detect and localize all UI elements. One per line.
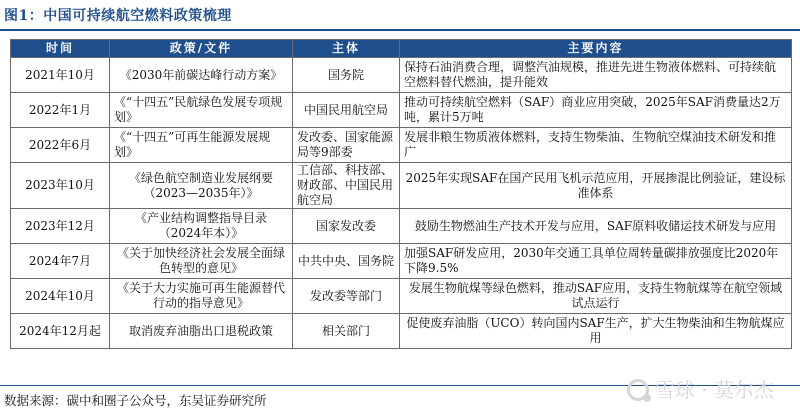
table-row bbox=[11, 93, 792, 128]
figure-title: 图1：中国可持续航空燃料政策梳理 bbox=[4, 8, 232, 24]
cell-time: 2024年10月 bbox=[11, 279, 110, 314]
cell-policy: 取消废弃油脂出口退税政策 bbox=[110, 314, 293, 349]
table-row bbox=[11, 128, 792, 163]
table-row bbox=[11, 279, 792, 314]
cell-time: 2024年12月起 bbox=[11, 314, 110, 349]
cell-subject: 国务院 bbox=[293, 58, 400, 93]
cell-time: 2023年12月 bbox=[11, 209, 110, 244]
cell-policy: 《产业结构调整指导目录（2024年本）》 bbox=[110, 209, 293, 244]
table-header-row bbox=[11, 40, 792, 58]
cell-policy: 《绿色航空制造业发展纲要（2023—2035年）》 bbox=[110, 163, 293, 209]
table-row bbox=[11, 209, 792, 244]
data-source: 数据来源：碳中和圈子公众号，东吴证券研究所 bbox=[4, 393, 267, 408]
cell-time: 2021年10月 bbox=[11, 58, 110, 93]
table-row bbox=[11, 314, 792, 349]
watermark-text: 雪球 · 莫尔杰 bbox=[654, 378, 774, 402]
cell-time: 2023年10月 bbox=[11, 163, 110, 209]
cell-content: 鼓励生物燃油生产技术开发与应用，SAF原料收储运技术研发与应用 bbox=[400, 209, 792, 244]
title-divider bbox=[0, 29, 800, 31]
cell-subject: 工信部、科技部、财政部、中国民用航空局 bbox=[293, 163, 400, 209]
cell-content: 发展非粮生物质液体燃料，支持生物柴油、生物航空煤油技术研发和推广 bbox=[400, 128, 792, 163]
cell-policy: 《关于大力实施可再生能源替代行动的指导意见》 bbox=[110, 279, 293, 314]
header-policy: 政策/文件 bbox=[110, 40, 293, 58]
cell-content: 发展生物航煤等绿色燃料，推动SAF应用，支持生物航煤等在航空领域试点运行 bbox=[400, 279, 792, 314]
cell-content: 加强SAF研发应用，2030年交通工具单位周转量碳排放强度比2020年下降9.5% bbox=[400, 244, 792, 279]
cell-policy: 《关于加快经济社会发展全面绿色转型的意见》 bbox=[110, 244, 293, 279]
cell-content: 促使废弃油脂（UCO）转向国内SAF生产，扩大生物柴油和生物航煤应用 bbox=[400, 314, 792, 349]
cell-subject: 中国民用航空局 bbox=[293, 93, 400, 128]
cell-subject: 发改委等部门 bbox=[293, 279, 400, 314]
cell-content: 2025年实现SAF在国产民用飞机示范应用，开展掺混比例验证，建设标准体系 bbox=[400, 163, 792, 209]
cell-subject: 相关部门 bbox=[293, 314, 400, 349]
cell-time: 2024年7月 bbox=[11, 244, 110, 279]
cell-policy: 《“十四五”民航绿色发展专项规划》 bbox=[110, 93, 293, 128]
cell-content: 保持石油消费合理，调整汽油规模，推进先进生物液体燃料、可持续航空燃料替代燃油，提升能效 bbox=[400, 58, 792, 93]
header-content: 主要内容 bbox=[400, 40, 792, 58]
cell-policy: 《2030年前碳达峰行动方案》 bbox=[110, 58, 293, 93]
header-time: 时间 bbox=[11, 40, 110, 58]
cell-content: 推动可持续航空燃料（SAF）商业应用突破，2025年SAF消费量达2万吨，累计5万吨 bbox=[400, 93, 792, 128]
cell-policy: 《“十四五”可再生能源发展规划》 bbox=[110, 128, 293, 163]
table-row bbox=[11, 163, 792, 209]
cell-subject: 中共中央、国务院 bbox=[293, 244, 400, 279]
cell-subject: 发改委、国家能源局等9部委 bbox=[293, 128, 400, 163]
snowball-logo-icon bbox=[627, 379, 649, 401]
policy-table bbox=[10, 39, 792, 349]
cell-subject: 国家发改委 bbox=[293, 209, 400, 244]
header-subject: 主体 bbox=[293, 40, 400, 58]
watermark bbox=[627, 376, 774, 404]
cell-time: 2022年1月 bbox=[11, 93, 110, 128]
table-row bbox=[11, 58, 792, 93]
cell-time: 2022年6月 bbox=[11, 128, 110, 163]
table-row bbox=[11, 244, 792, 279]
